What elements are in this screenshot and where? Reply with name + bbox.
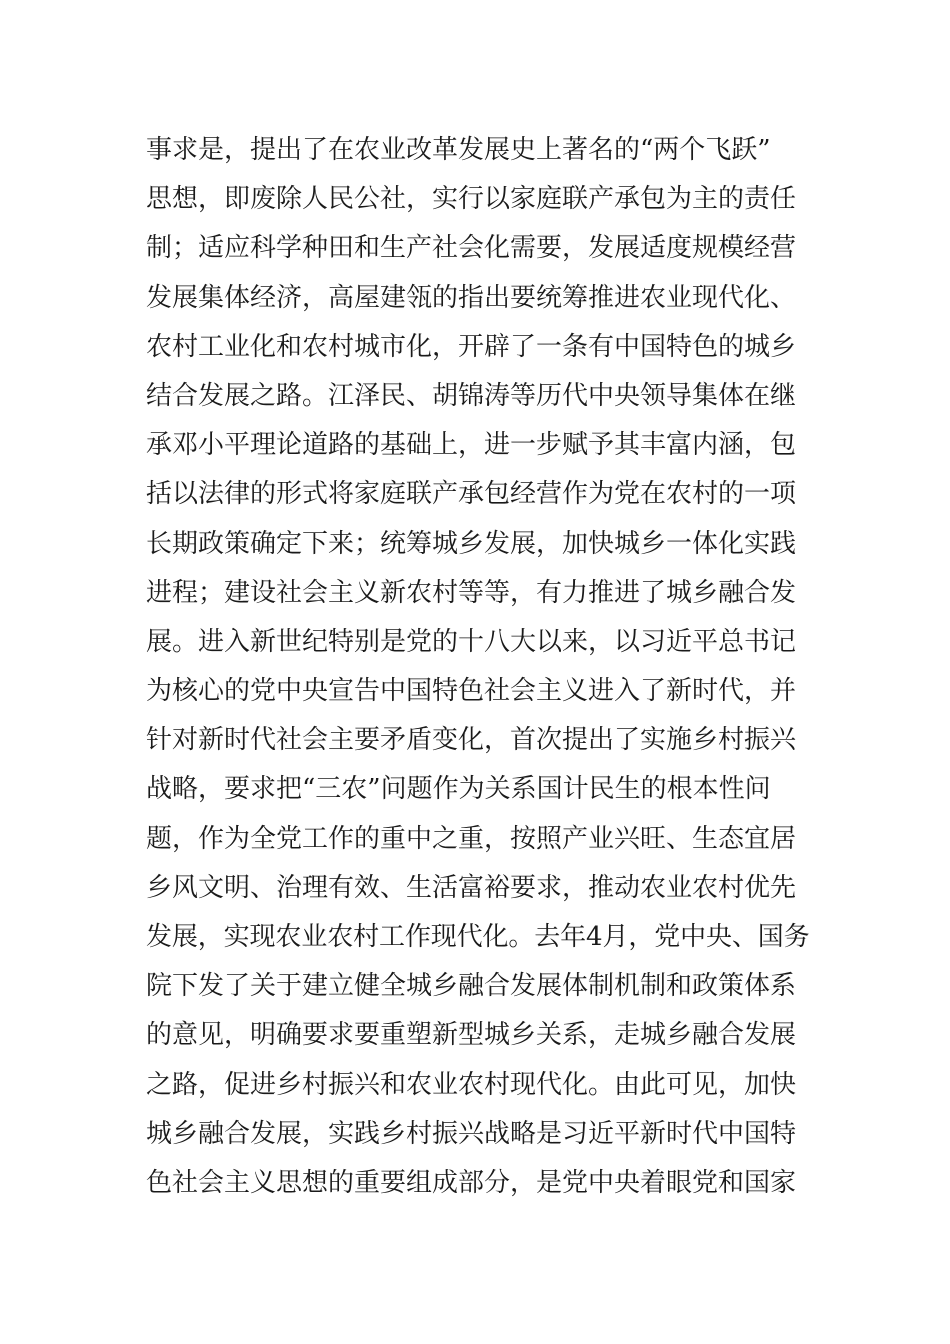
text-line: 为核心的党中央宣告中国特色社会主义进入了新时代，并 (146, 676, 797, 707)
body-paragraph (146, 126, 810, 1208)
text-line: 思想，即废除人民公社，实行以家庭联产承包为主的责任 (146, 184, 797, 215)
text-line: 承邓小平理论道路的基础上，进一步赋予其丰富内涵，包 (146, 430, 797, 461)
text-line: 农村工业化和农村城市化，开辟了一条有中国特色的城乡 (146, 331, 797, 362)
text-line: 制；适应科学种田和生产社会化需要，发展适度规模经营 (146, 233, 797, 264)
text-line: 发展，实现农业农村工作现代化。去年4月，党中央、国务 (146, 922, 810, 952)
text-line: 针对新时代社会主要矛盾变化，首次提出了实施乡村振兴 (146, 725, 797, 756)
text-line: 长期政策确定下来；统筹城乡发展，加快城乡一体化实践 (146, 528, 797, 559)
text-line: 展。进入新世纪特别是党的十八大以来，以习近平总书记 (146, 626, 797, 657)
text-line: 进程；建设社会主义新农村等等，有力推进了城乡融合发 (146, 577, 797, 608)
text-line: 色社会主义思想的重要组成部分，是党中央着眼党和国家 (146, 1167, 797, 1198)
text-line: 战略，要求把“三农”问题作为关系国计民生的根本性问 (146, 774, 771, 805)
text-line: 括以法律的形式将家庭联产承包经营作为党在农村的一项 (146, 479, 797, 510)
text-line: 发展集体经济，高屋建瓴的指出要统筹推进农业现代化、 (146, 282, 797, 313)
text-line: 院下发了关于建立健全城乡融合发展体制机制和政策体系 (146, 971, 797, 1002)
text-line: 事求是，提出了在农业改革发展史上著名的“两个飞跃” (146, 135, 771, 165)
text-line: 题，作为全党工作的重中之重，按照产业兴旺、生态宜居 (146, 823, 797, 854)
text-line: 乡风文明、治理有效、生活富裕要求，推动农业农村优先 (146, 872, 797, 903)
text-line: 城乡融合发展，实践乡村振兴战略是习近平新时代中国特 (146, 1118, 797, 1149)
text-line: 的意见，明确要求要重塑新型城乡关系，走城乡融合发展 (146, 1020, 797, 1051)
text-line: 之路，促进乡村振兴和农业农村现代化。由此可见，加快 (146, 1069, 797, 1100)
text-line: 结合发展之路。江泽民、胡锦涛等历代中央领导集体在继 (146, 380, 797, 411)
